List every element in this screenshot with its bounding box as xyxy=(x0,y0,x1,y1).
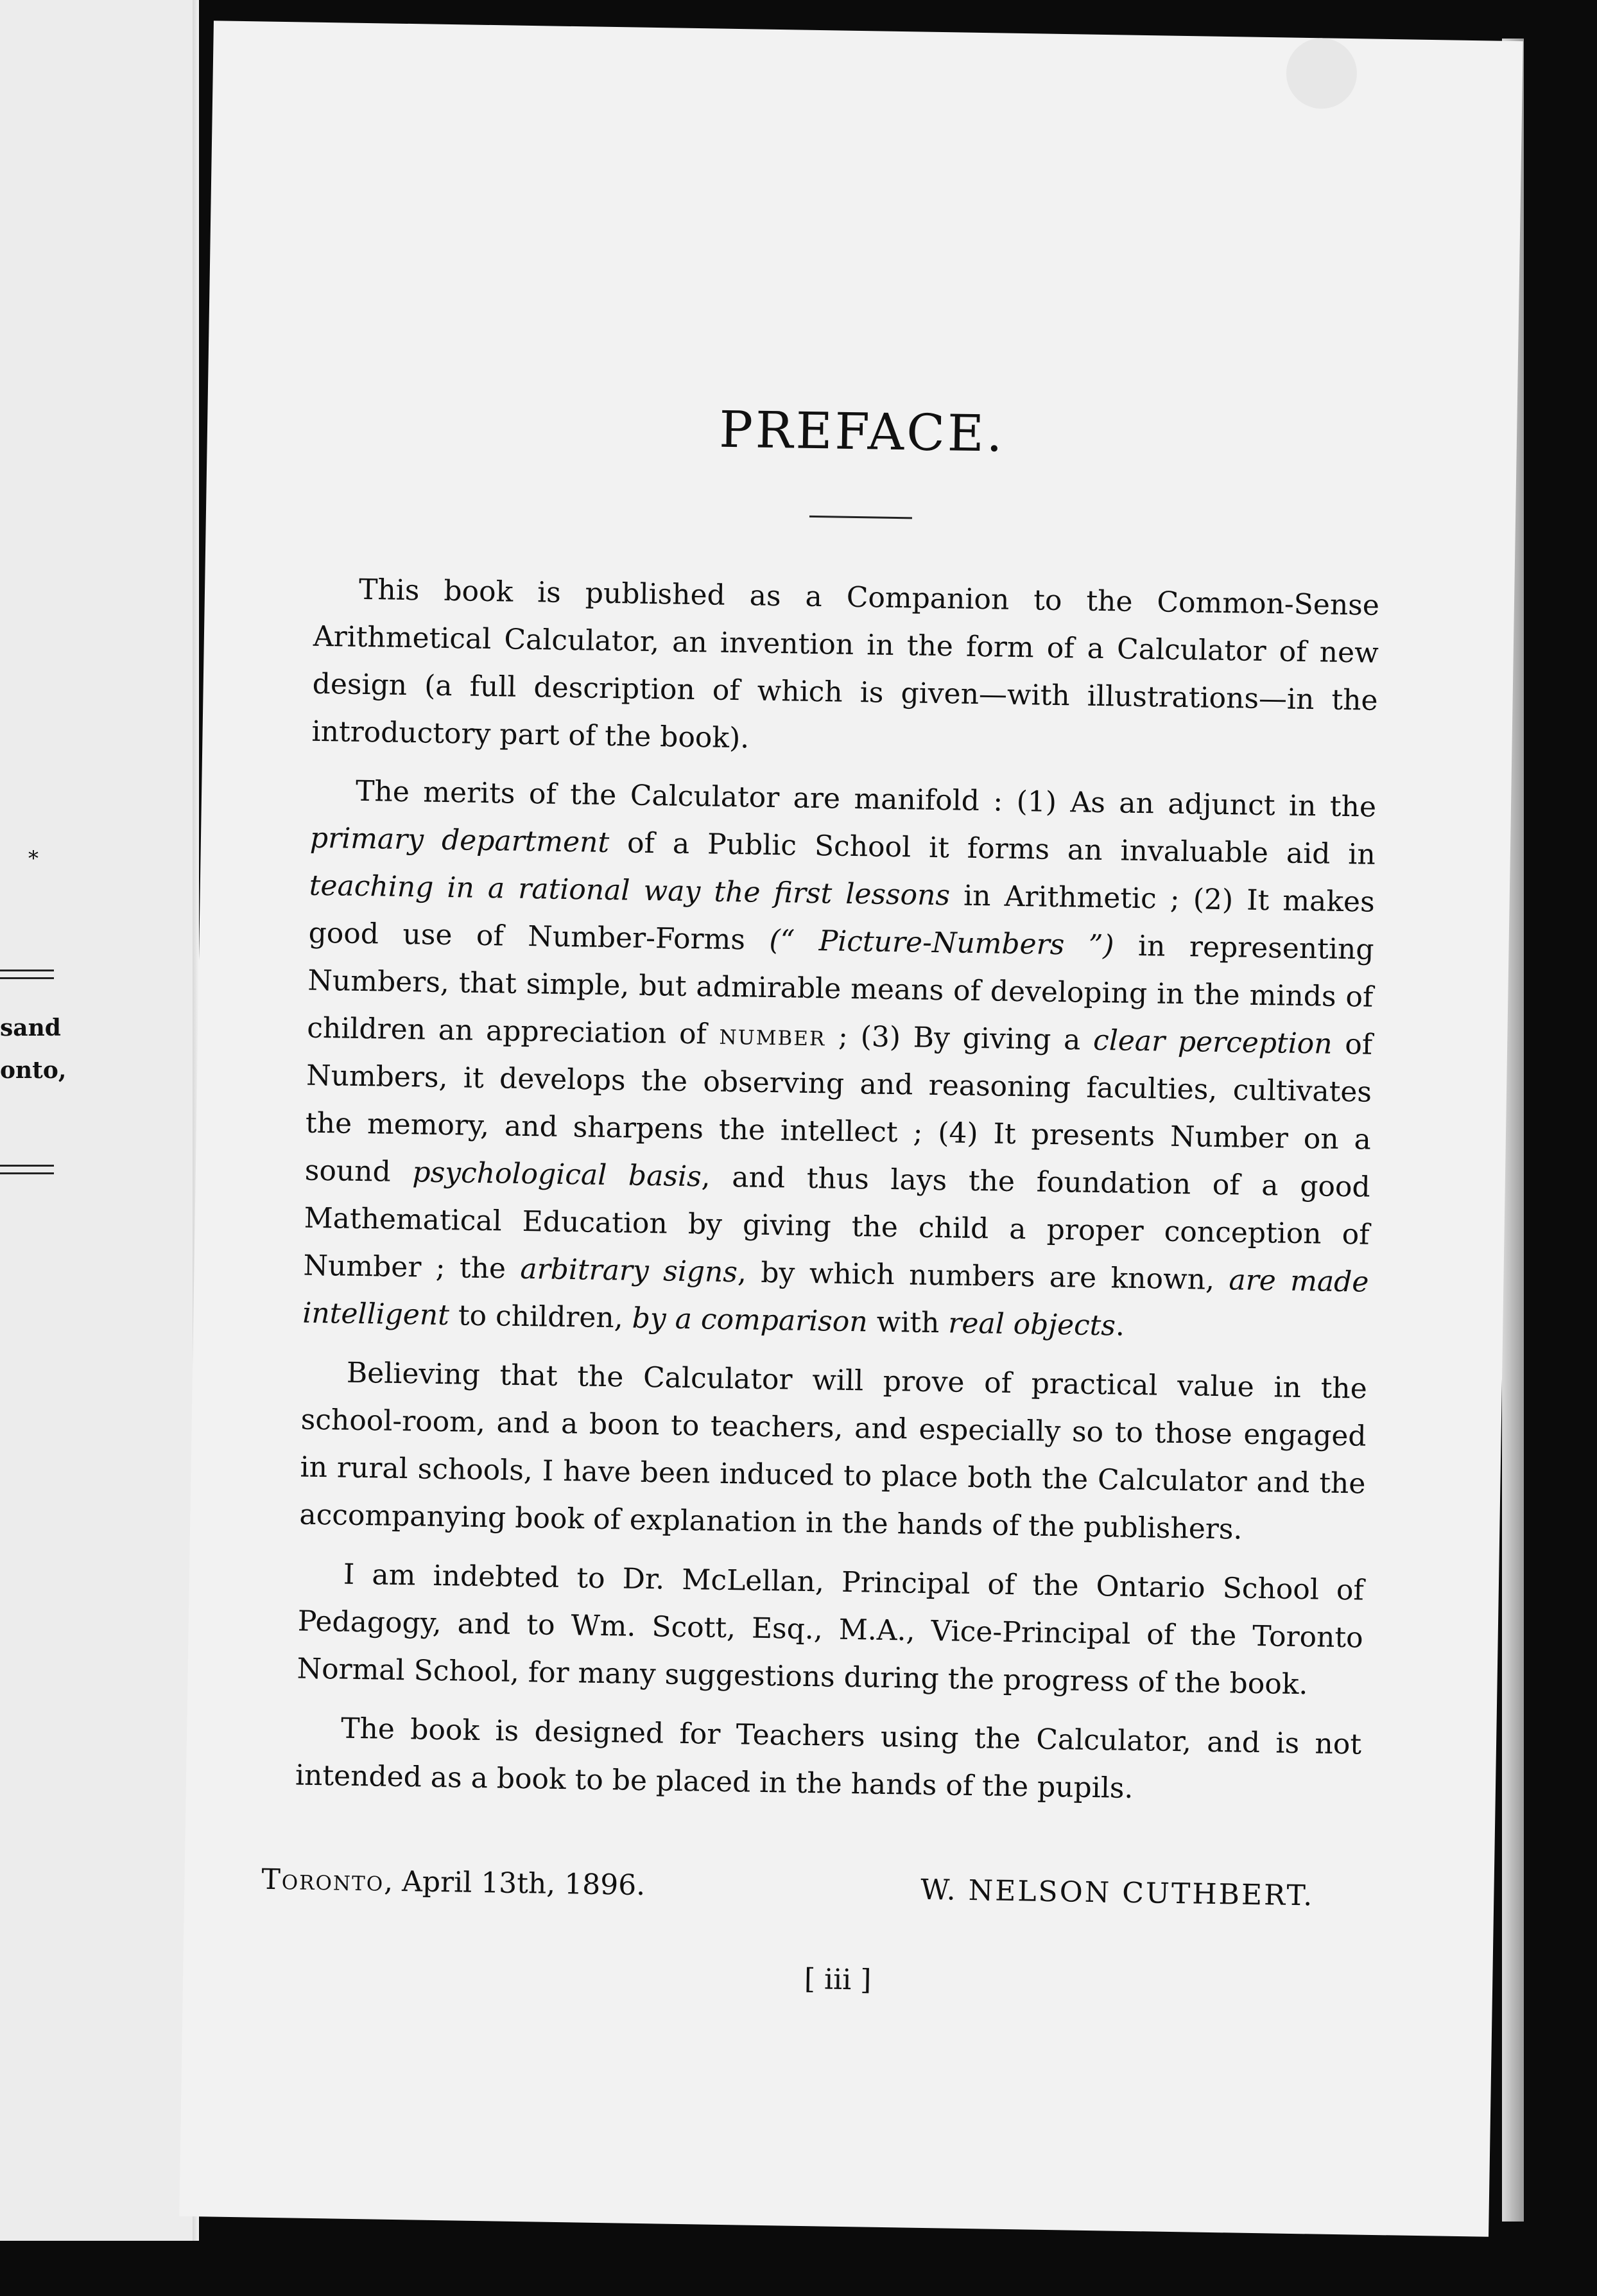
paragraph-text: of Numbers, it develops the observing and reasoning faculties, cultivates the memory, and sharpens the intellect ; (4) It presents Number on a sound xyxy=(304,1027,1373,1189)
small-caps-text: number xyxy=(719,1018,826,1053)
date: , April 13th, 1896. xyxy=(383,1865,646,1902)
emphasis-text: arbitrary signs xyxy=(520,1252,738,1289)
emphasis-text: primary department xyxy=(309,821,610,860)
paragraph-text: This book is published as a Companion to the Common-Sense Arithmetical Calculator, an invention in the form of a Calculator of new design (a full description of which is given—with illustrations—in the introductory part of the book). xyxy=(311,573,1380,755)
page-title: PREFACE. xyxy=(718,401,1006,464)
emphasis-text: clear perception xyxy=(1092,1023,1333,1061)
paragraph-text: The book is designed for Teachers using the Calculator, and is not intended as a book to be placed in the hands of the pupils. xyxy=(295,1712,1362,1805)
paragraph-text: in Arithmetic ; (2) It makes good use of Number-Forms xyxy=(308,879,1376,957)
page-number: [ iii ] xyxy=(804,1963,872,1997)
paragraph xyxy=(297,1551,1364,1710)
emphasis-text: (“ Picture-Numbers ”) xyxy=(769,923,1114,962)
paragraph-text: The merits of the Calculator are manifold : (1) As an adjunct in the xyxy=(355,774,1377,824)
facing-page-rule xyxy=(0,970,54,971)
emphasis-text: are made intelligent xyxy=(302,1264,1369,1332)
paragraph-text: of a Public School it forms an invaluable aid in xyxy=(609,826,1376,871)
preface-page xyxy=(179,21,1523,2237)
paragraph xyxy=(311,566,1379,772)
paragraph-text: . xyxy=(1115,1309,1125,1343)
emphasis-text: by a comparison xyxy=(632,1301,868,1339)
signature-row xyxy=(261,1863,1315,1913)
facing-page-rule xyxy=(0,1172,54,1174)
paragraph-text: with xyxy=(867,1305,949,1340)
facing-page-star: * xyxy=(28,846,39,871)
page-tear xyxy=(1286,37,1358,109)
place-date xyxy=(261,1863,645,1902)
paragraph-text: to children, xyxy=(449,1299,633,1335)
place-city: Toronto xyxy=(261,1863,384,1898)
facing-page-rule xyxy=(0,977,54,979)
paragraph-text: in representing Numbers, that simple, but admirable means of developing in the minds of children an appreciation of xyxy=(306,929,1374,1051)
paragraph xyxy=(295,1705,1361,1816)
paragraph-text: , by which numbers are known, xyxy=(737,1256,1229,1297)
emphasis-text: psychological basis xyxy=(412,1156,702,1194)
paragraph-text: , and thus lays the foundation of a good Mathematical Education by giving the child a proper conception of Number ; the xyxy=(303,1160,1371,1285)
paragraph-text: Believing that the Calculator will prove of practical value in the school-room, and a boon to teachers, and especially so to those engaged in rural schools, I have been induced to place both the Calculator and the accompanying book of explanation in the hands of the publishers. xyxy=(299,1356,1368,1546)
facing-page-fragment: sand xyxy=(0,1014,61,1041)
paragraph xyxy=(302,767,1377,1354)
author-name: W. NELSON CUTHBERT. xyxy=(920,1873,1315,1913)
preface-body xyxy=(295,566,1379,1828)
title-rule xyxy=(809,516,912,519)
paragraph-text: I am indebted to Dr. McLellan, Principal of the Ontario School of Pedagogy, and to Wm. Scott, Esq., M.A., Vice-Principal of the Toronto Normal School, for many suggestions during the progress of the book. xyxy=(297,1558,1365,1701)
facing-page-rule xyxy=(0,1165,54,1167)
facing-page-fragment: onto, xyxy=(0,1057,67,1084)
paragraph xyxy=(299,1349,1367,1556)
emphasis-text: teaching in a rational way the first lessons xyxy=(309,869,951,912)
facing-page xyxy=(0,0,194,2241)
paragraph-text: ; (3) By giving a xyxy=(825,1020,1094,1057)
emphasis-text: real objects xyxy=(948,1307,1116,1343)
